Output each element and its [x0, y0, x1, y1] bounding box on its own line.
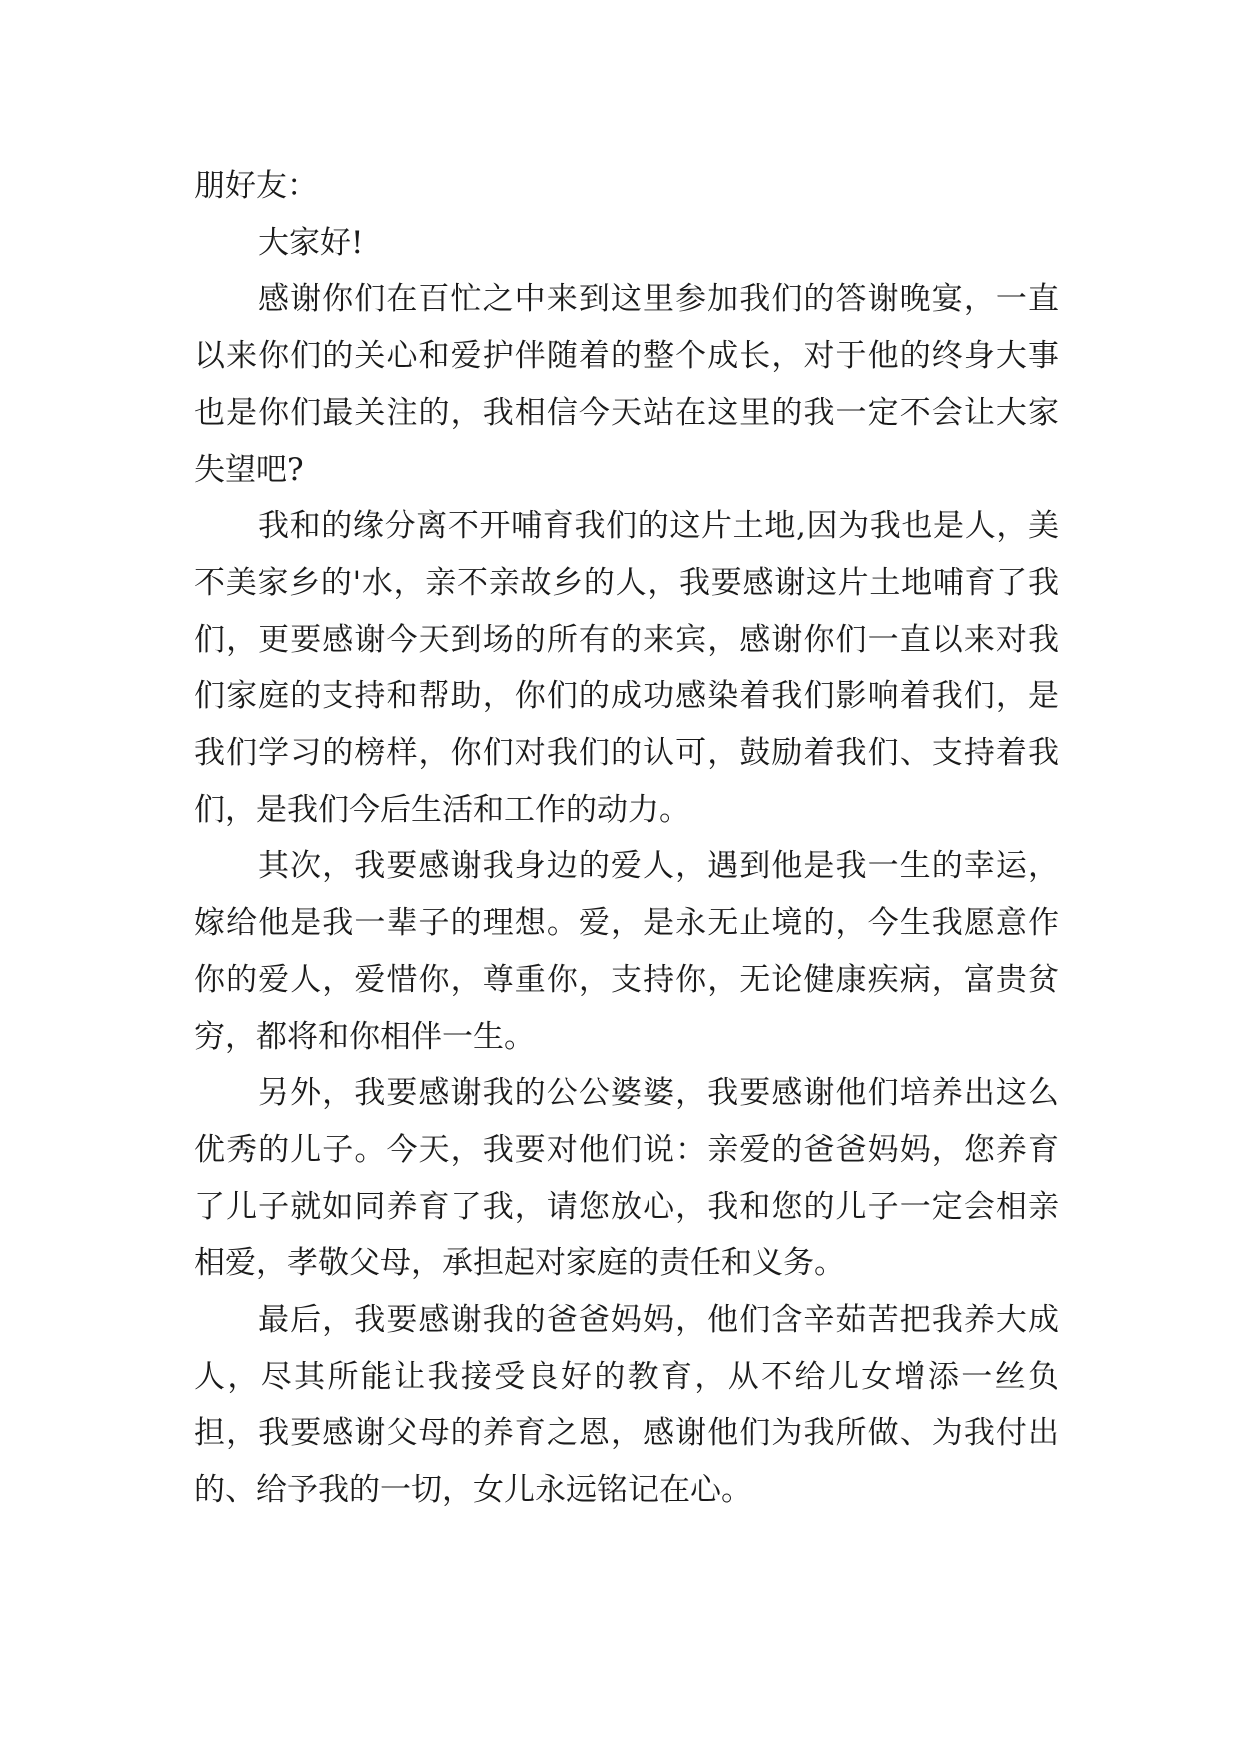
paragraph-hometown: 我和的缘分离不开哺育我们的这片土地,因为我也是人，美不美家乡的'水，亲不亲故乡的人，我要感谢这片土地哺育了我们，更要感谢今天到场的所有的来宾，感谢你们一直以来对我们家庭的支持和帮助，你们的成功感染着我们影响着我们，是我们学习的榜样，你们对我们的认可，鼓励着我们、支持着我们，是我们今后生活和工作的动力。: [194, 508, 1059, 828]
document-page: [194, 158, 1059, 1519]
paragraph-in-laws: 另外，我要感谢我的公公婆婆，我要感谢他们培养出这么优秀的儿子。今天，我要对他们说：亲爱的爸爸妈妈，您养育了儿子就如同养育了我，请您放心，我和您的儿子一定会相亲相爱，孝敬父母，承担起对家庭的责任和义务。: [194, 1075, 1059, 1282]
greeting: 大家好!: [258, 224, 364, 261]
salutation: 朋好友：: [194, 168, 318, 204]
paragraph-spouse: 其次，我要感谢我身边的爱人，遇到他是我一生的幸运，嫁给他是我一辈子的理想。爱，是永无止境的，今生我愿意作你的爱人，爱惜你，尊重你，支持你，无论健康疾病，富贵贫穷，都将和你相伴一生。: [194, 848, 1059, 1055]
paragraph-parents: 最后，我要感谢我的爸爸妈妈，他们含辛茹苦把我养大成人，尽其所能让我接受良好的教育，从不给儿女增添一丝负担，我要感谢父母的养育之恩，感谢他们为我所做、为我付出的、给予我的一切，女儿永远铭记在心。: [194, 1302, 1059, 1509]
paragraph-thanks-guests: 感谢你们在百忙之中来到这里参加我们的答谢晚宴，一直以来你们的关心和爱护伴随着的整个成长，对于他的终身大事也是你们最关注的，我相信今天站在这里的我一定不会让大家失望吧?: [194, 281, 1059, 488]
